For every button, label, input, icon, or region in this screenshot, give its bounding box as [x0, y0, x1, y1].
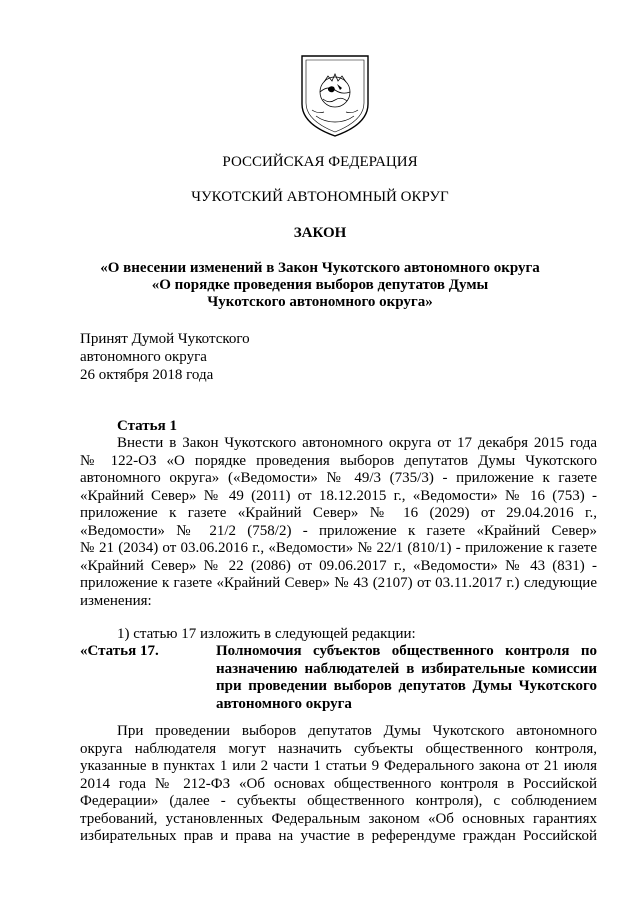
country-heading: РОССИЙСКАЯ ФЕДЕРАЦИЯ	[222, 154, 418, 170]
article-1-paragraph-line: автономного округа» («Ведомости» № 49/3 (735/3) - приложение к газете	[80, 470, 597, 486]
article-17-body-line: 2014 года № 212-ФЗ «Об основах общественного контроля в Российской	[80, 775, 597, 792]
article-1-paragraph-line: «Крайний Север» № 22 (2086) от 09.06.2017 г., «Ведомости» № 43 (831) -	[80, 557, 597, 574]
adoption-line: Принят Думой Чукотского	[80, 331, 250, 347]
quoted-article-title-line: автономного округа	[216, 695, 352, 712]
adoption-line: автономного округа	[80, 349, 207, 365]
article-17-body-line: избирательных прав и права на участие в референдуме граждан Российской	[80, 828, 597, 844]
document-type-heading: ЗАКОН	[293, 225, 347, 241]
law-title-line: «О порядке проведения выборов депутатов Думы	[151, 277, 489, 293]
article-1-paragraph-line: «Ведомости» № 21/2 (758/2) - приложение к газете «Крайний Север»	[80, 522, 597, 539]
amendment-item-1: 1) статью 17 изложить в следующей редакции:	[117, 626, 416, 642]
article-1-paragraph-line: № 122-ОЗ «О порядке проведения выборов депутатов Думы Чукотского	[80, 452, 597, 469]
article-17-body-line: При проведении выборов депутатов Думы Чукотского автономного	[117, 723, 597, 739]
chukotka-coat-of-arms-icon	[298, 52, 372, 138]
article-1-paragraph-line: Внести в Закон Чукотского автономного округа от 17 декабря 2015 года	[117, 435, 597, 451]
article-1-paragraph-line: приложение к газете «Крайний Север» № 43 (2107) от 03.11.2017 г.) следующие	[80, 575, 597, 591]
law-title-line: Чукотского автономного округа»	[207, 294, 433, 310]
article-1-paragraph-line: приложение к газете «Крайний Север» № 16 (2029) от 29.04.2016 г.,	[80, 505, 597, 521]
quoted-article-label: «Статья 17.	[80, 643, 159, 659]
quoted-article-title	[216, 643, 597, 713]
article-1-heading: Статья 1	[117, 418, 177, 434]
article-17-body-line: Федерации» (далее - субъекты общественного контроля), с соблюдением	[80, 793, 597, 809]
article-17-body-line: указанные в пунктах 1 или 2 части 1 статьи 9 Федерального закона от 21 июля	[80, 758, 597, 774]
adoption-date: 26 октября 2018 года	[80, 367, 214, 383]
quoted-article-title-line: назначению наблюдателей в избирательные комиссии	[216, 660, 597, 677]
quoted-article-title-line: Полномочия субъектов общественного контроля по	[216, 643, 597, 659]
region-heading: ЧУКОТСКИЙ АВТОНОМНЫЙ ОКРУГ	[191, 189, 449, 205]
law-title-line: «О внесении изменений в Закон Чукотского автономного округа	[100, 260, 540, 276]
article-17-body-line: требований, установленных Федеральным законом «Об основных гарантиях	[80, 810, 597, 827]
article-1-paragraph-line: № 21 (2034) от 03.06.2016 г., «Ведомости» № 22/1 (810/1) - приложение к газете	[80, 540, 597, 556]
article-17-body-line: округа наблюдателя могут назначить субъекты общественного контроля,	[80, 740, 597, 757]
article-1-paragraph-line: изменения:	[80, 592, 152, 609]
article-1-paragraph-line: «Крайний Север» № 49 (2011) от 18.12.2015 г., «Ведомости» № 16 (753) -	[80, 487, 597, 504]
quoted-article-title-line: при проведении выборов депутатов Думы Чукотского	[216, 678, 597, 694]
